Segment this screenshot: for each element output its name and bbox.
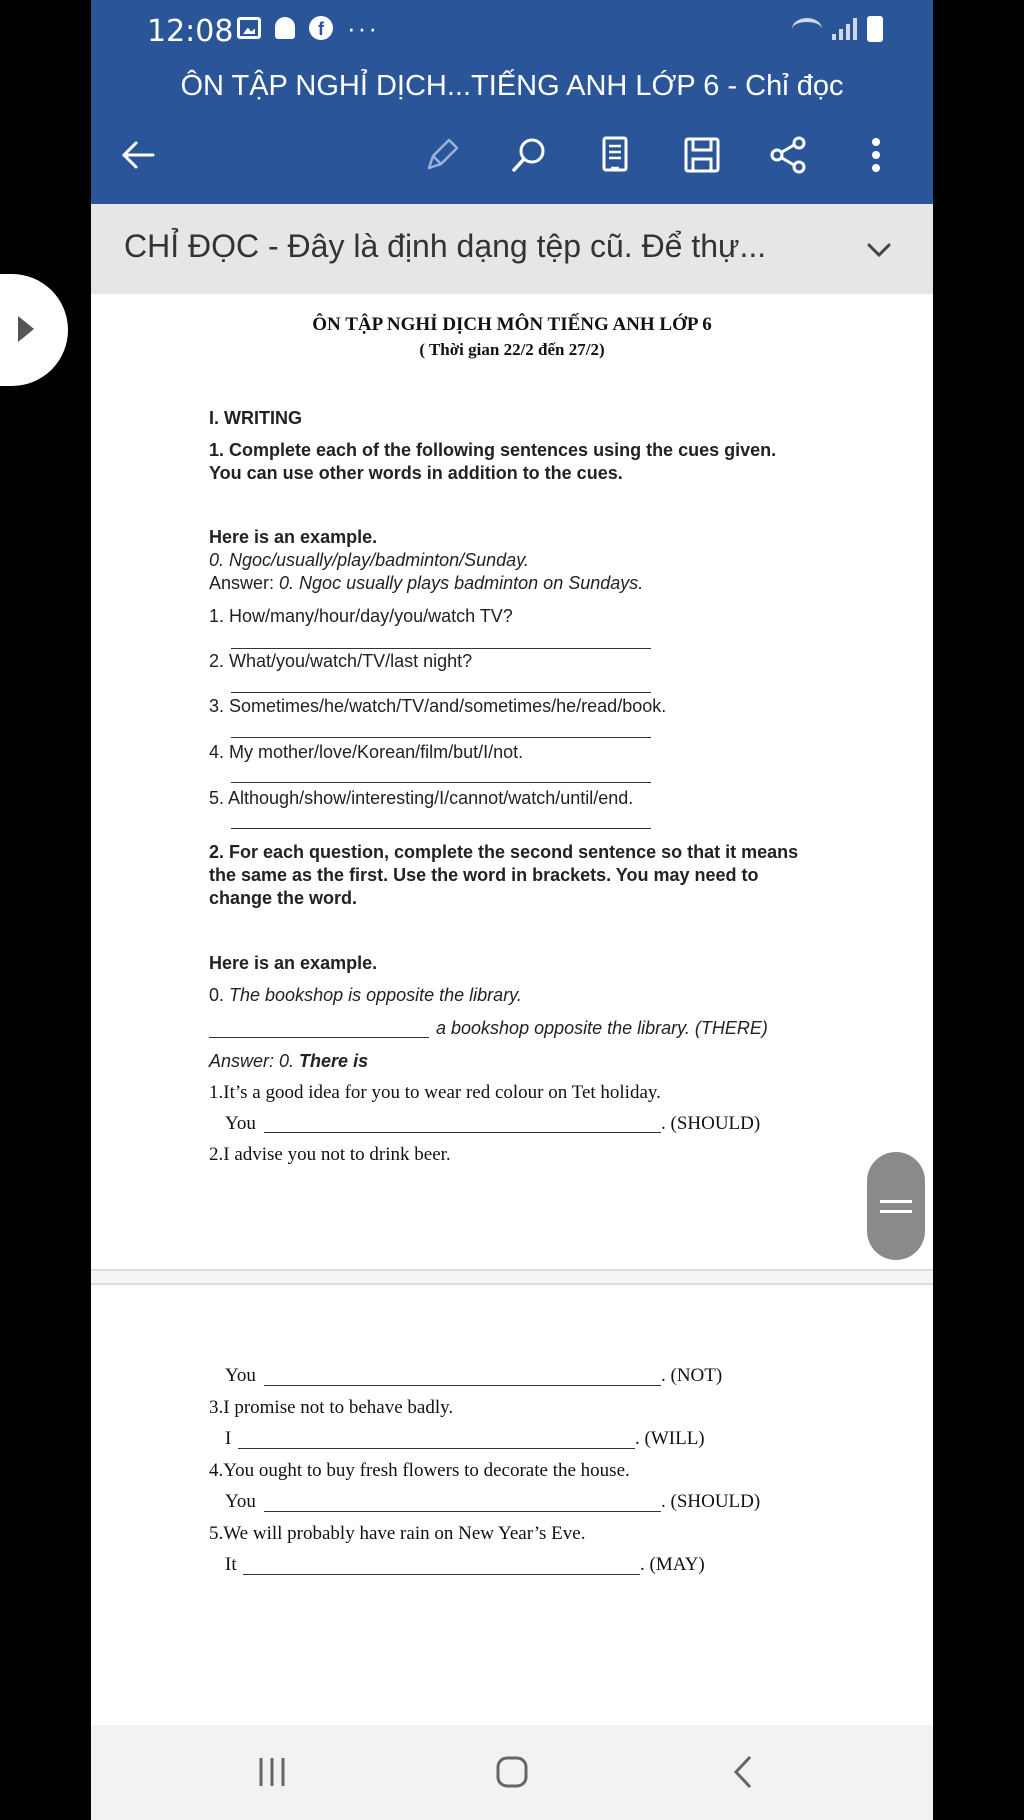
answer-line[interactable] <box>231 737 651 738</box>
answer-line[interactable] <box>243 1574 640 1575</box>
document-page <box>91 294 933 1269</box>
share-icon[interactable] <box>763 130 813 180</box>
task2-example-text: The bookshop is opposite the library. <box>229 985 522 1005</box>
document-title: ÔN TẬP NGHỈ DỊCH...TIẾNG ANH LỚP 6 - Chỉ đọc <box>180 70 844 102</box>
task2-item-3-end: . (WILL) <box>635 1428 705 1449</box>
read-only-banner[interactable] <box>91 204 933 294</box>
task2-item-2-question: 2.I advise you not to drink beer. <box>209 1144 451 1165</box>
search-icon[interactable] <box>504 130 554 180</box>
task2-item-3-start: I <box>225 1428 232 1449</box>
task1-item-3: 3. Sometimes/he/watch/TV/and/sometimes/he/read/book. <box>209 696 667 716</box>
task1-item-1: 1. How/many/hour/day/you/watch TV? <box>209 606 513 626</box>
facebook-notification-icon: f <box>309 16 333 40</box>
back-arrow-icon[interactable] <box>113 130 163 180</box>
navigation-bar <box>91 1725 933 1820</box>
phone-screen <box>91 0 933 1820</box>
home-icon[interactable] <box>482 1747 542 1797</box>
task1-instruction-line1: 1. Complete each of the following sentences using the cues given. <box>209 440 777 460</box>
task2-answer-text: There is <box>299 1051 369 1071</box>
task2-example-number: 0. <box>209 985 230 1005</box>
battery-icon <box>867 16 883 42</box>
task1-answer-label: Answer: <box>209 573 280 593</box>
task2-item-1-question: 1.It’s a good idea for you to wear red colour on Tet holiday. <box>209 1082 661 1103</box>
edge-panel-handle[interactable] <box>0 274 68 386</box>
answer-line[interactable] <box>231 782 651 783</box>
bell-notification-icon <box>275 17 295 39</box>
task1-item-5: 5. Although/show/interesting/I/cannot/watch/until/end. <box>209 788 634 808</box>
wifi-icon <box>792 18 822 40</box>
task2-item-3-question: 3.I promise not to behave badly. <box>209 1397 454 1418</box>
task1-example: 0. Ngoc/usually/play/badminton/Sunday. <box>209 550 529 570</box>
task1-example-heading: Here is an example. <box>209 527 378 547</box>
reading-view-icon[interactable] <box>590 130 640 180</box>
answer-line[interactable] <box>231 648 651 649</box>
more-icon[interactable] <box>851 130 901 180</box>
task2-item-4-start: You <box>225 1491 256 1512</box>
task2-item-5-start: It <box>225 1554 237 1575</box>
document-heading: ÔN TẬP NGHỈ DỊCH MÔN TIẾNG ANH LỚP 6 <box>312 314 712 335</box>
task2-example-sentence: a bookshop opposite the library. (THERE) <box>436 1018 768 1038</box>
status-bar <box>91 0 933 68</box>
page-separator <box>91 1269 933 1285</box>
task2-example-heading: Here is an example. <box>209 953 378 973</box>
task2-item-4-question: 4.You ought to buy fresh flowers to decorate the house. <box>209 1460 630 1481</box>
task2-item-1-start: You <box>225 1113 256 1134</box>
task2-instruction-line2: the same as the first. Use the word in brackets. You may need to <box>209 865 759 885</box>
answer-line[interactable] <box>264 1132 661 1133</box>
task2-instruction-line3: change the word. <box>209 888 358 908</box>
task2-item-2-end: . (NOT) <box>661 1365 723 1386</box>
document-page <box>91 1285 933 1725</box>
answer-line[interactable] <box>238 1448 635 1449</box>
answer-line[interactable] <box>264 1385 661 1386</box>
signal-icon <box>832 18 857 40</box>
answer-line[interactable] <box>209 1037 429 1038</box>
task1-item-2: 2. What/you/watch/TV/last night? <box>209 651 473 671</box>
task2-item-2-start: You <box>225 1365 256 1386</box>
answer-line[interactable] <box>231 692 651 693</box>
gallery-notification-icon <box>237 17 261 39</box>
answer-line[interactable] <box>264 1511 661 1512</box>
task1-item-4: 4. My mother/love/Korean/film/but/I/not. <box>209 742 524 762</box>
save-icon[interactable] <box>677 130 727 180</box>
read-only-banner-text: CHỈ ĐỌC - Đây là định dạng tệp cũ. Để thự... <box>124 228 767 264</box>
more-notifications-icon: ··· <box>347 13 379 43</box>
app-bar <box>91 0 933 204</box>
task2-item-5-question: 5.We will probably have rain on New Year’s Eve. <box>209 1523 586 1544</box>
task2-item-5-end: . (MAY) <box>640 1554 705 1575</box>
task2-item-1-end: . (SHOULD) <box>661 1113 761 1134</box>
task2-instruction-line1: 2. For each question, complete the second sentence so that it means <box>209 842 799 862</box>
chevron-down-icon[interactable] <box>861 232 897 268</box>
task2-item-4-end: . (SHOULD) <box>661 1491 761 1512</box>
task2-answer <box>209 1051 368 1072</box>
scroll-handle[interactable] <box>867 1152 925 1260</box>
task1-answer-text: 0. Ngoc usually plays badminton on Sundays. <box>279 573 644 593</box>
task1-instruction-line2: You can use other words in addition to the cues. <box>209 463 623 483</box>
answer-line[interactable] <box>231 828 651 829</box>
status-time: 12:08 <box>147 14 234 49</box>
task2-answer-label: Answer: 0. <box>209 1051 300 1071</box>
toolbar <box>91 120 933 190</box>
pencil-icon[interactable] <box>417 130 467 180</box>
task2-example <box>209 985 522 1006</box>
section-heading: I. WRITING <box>209 408 302 428</box>
document-subheading: ( Thời gian 22/2 đến 27/2) <box>419 340 605 359</box>
task1-answer <box>209 573 643 594</box>
back-icon[interactable] <box>714 1747 774 1797</box>
recent-apps-icon[interactable] <box>242 1747 302 1797</box>
